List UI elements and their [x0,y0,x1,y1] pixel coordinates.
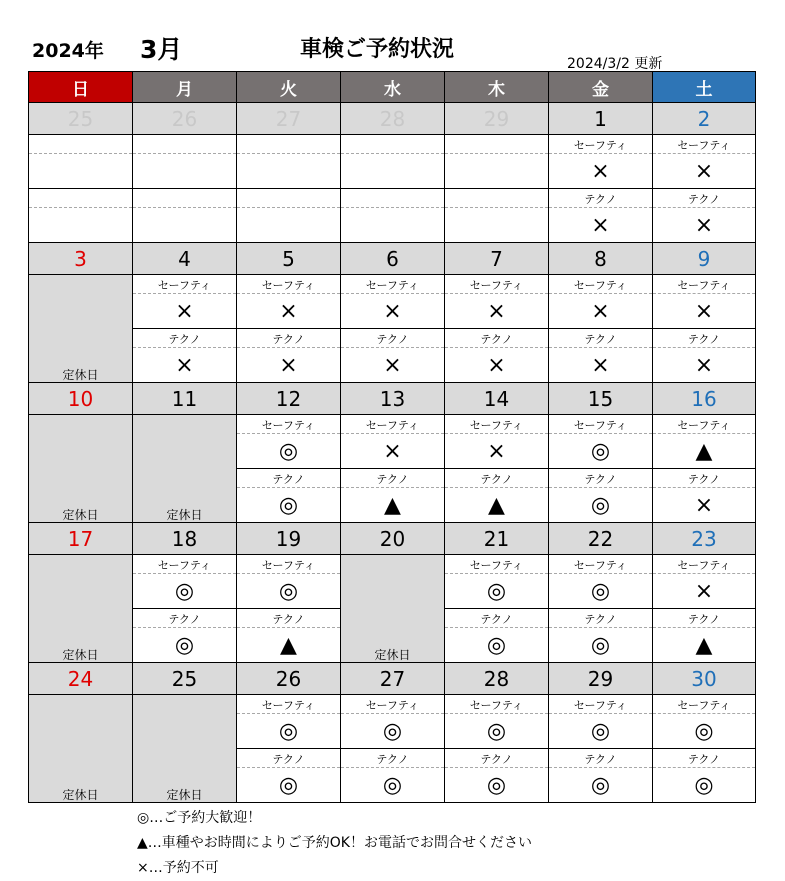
year-label: 2024年 [32,40,104,62]
safety-label: セーフティ [237,415,341,434]
techno-label: テクノ [653,329,756,348]
legend-item-available: ◎…ご予約大歓迎！ [137,810,262,826]
safety-status: × [549,154,653,189]
safety-status: ▲ [653,434,756,469]
date-cell: 26 [237,663,341,695]
weekday-header-thu: 木 [445,72,549,103]
legend-item-unavailable: ×…予約不可 [137,860,219,876]
date-cell: 18 [133,523,237,555]
techno-label: テクノ [653,609,756,628]
date-cell: 21 [445,523,549,555]
weekday-header-tue: 火 [237,72,341,103]
reservation-calendar [28,71,756,803]
safety-status: ◎ [549,714,653,749]
empty-slot [445,189,549,208]
empty-slot [29,189,133,208]
safety-status: ◎ [237,434,341,469]
techno-label: テクノ [549,609,653,628]
date-cell: 19 [237,523,341,555]
safety-status: × [653,154,756,189]
closed-day-cell: 定休日 [133,695,237,803]
safety-status: × [341,434,445,469]
date-cell: 7 [445,243,549,275]
techno-label: テクノ [653,469,756,488]
techno-label: テクノ [237,609,341,628]
empty-slot [237,208,341,243]
techno-label: テクノ [653,749,756,768]
techno-status: ◎ [341,768,445,803]
safety-label: セーフティ [341,415,445,434]
empty-slot [341,208,445,243]
date-cell: 22 [549,523,653,555]
date-cell: 11 [133,383,237,415]
date-cell: 27 [237,103,341,135]
techno-label: テクノ [445,749,549,768]
safety-status: ◎ [341,714,445,749]
safety-label: セーフティ [549,135,653,154]
empty-slot [29,154,133,189]
techno-label: テクノ [341,469,445,488]
date-cell: 16 [653,383,756,415]
empty-slot [237,135,341,154]
safety-label: セーフティ [653,275,756,294]
techno-label: テクノ [341,329,445,348]
techno-label: テクノ [237,469,341,488]
safety-label: セーフティ [445,695,549,714]
techno-status: × [445,348,549,383]
techno-status: ▲ [341,488,445,523]
techno-label: テクノ [133,329,237,348]
safety-status: × [653,294,756,329]
techno-label: テクノ [445,609,549,628]
date-cell: 8 [549,243,653,275]
closed-day-cell: 定休日 [341,555,445,663]
safety-label: セーフティ [341,275,445,294]
safety-label: セーフティ [653,415,756,434]
date-cell: 3 [29,243,133,275]
techno-status: × [549,208,653,243]
safety-label: セーフティ [653,555,756,574]
safety-status: ◎ [445,574,549,609]
weekday-header-fri: 金 [549,72,653,103]
date-cell: 12 [237,383,341,415]
page-title: 車検ご予約状況 [300,37,455,62]
safety-status: ◎ [549,434,653,469]
techno-status: × [549,348,653,383]
safety-status: ◎ [445,714,549,749]
date-cell: 6 [341,243,445,275]
date-cell: 29 [445,103,549,135]
empty-slot [133,208,237,243]
empty-slot [29,135,133,154]
empty-slot [237,154,341,189]
safety-status: × [549,294,653,329]
safety-label: セーフティ [653,135,756,154]
techno-status: ◎ [549,488,653,523]
safety-status: × [653,574,756,609]
safety-status: ◎ [133,574,237,609]
updated-date: 2024/3/2 更新 [567,56,663,72]
date-cell: 14 [445,383,549,415]
date-cell: 2 [653,103,756,135]
empty-slot [445,135,549,154]
date-cell: 5 [237,243,341,275]
safety-label: セーフティ [237,695,341,714]
safety-label: セーフティ [445,415,549,434]
closed-day-cell: 定休日 [29,275,133,383]
techno-status: ◎ [549,628,653,663]
date-cell: 13 [341,383,445,415]
techno-status: × [237,348,341,383]
techno-label: テクノ [653,189,756,208]
safety-status: × [133,294,237,329]
safety-status: × [445,294,549,329]
date-cell: 28 [341,103,445,135]
techno-status: ◎ [237,768,341,803]
safety-status: × [445,434,549,469]
safety-label: セーフティ [653,695,756,714]
date-cell: 27 [341,663,445,695]
techno-label: テクノ [341,749,445,768]
safety-label: セーフティ [133,555,237,574]
safety-status: ◎ [653,714,756,749]
safety-label: セーフティ [341,695,445,714]
date-cell: 28 [445,663,549,695]
date-cell: 29 [549,663,653,695]
safety-label: セーフティ [549,275,653,294]
date-cell: 25 [133,663,237,695]
safety-label: セーフティ [445,275,549,294]
techno-label: テクノ [445,329,549,348]
techno-label: テクノ [237,329,341,348]
techno-status: × [653,488,756,523]
empty-slot [341,189,445,208]
closed-day-cell: 定休日 [29,695,133,803]
techno-status: ◎ [549,768,653,803]
safety-label: セーフティ [237,275,341,294]
safety-label: セーフティ [445,555,549,574]
safety-status: ◎ [237,574,341,609]
techno-status: ◎ [445,768,549,803]
date-cell: 10 [29,383,133,415]
month-label: 3月 [140,35,183,64]
legend-item-limited: ▲…車種やお時間によりご予約OK！お電話でお問合せください [137,835,532,851]
techno-label: テクノ [549,189,653,208]
techno-status: ▲ [237,628,341,663]
date-cell: 26 [133,103,237,135]
empty-slot [133,154,237,189]
techno-status: ◎ [653,768,756,803]
legend [137,806,532,881]
empty-slot [237,189,341,208]
empty-slot [445,208,549,243]
weekday-header-sun: 日 [29,72,133,103]
date-cell: 30 [653,663,756,695]
techno-status: ▲ [445,488,549,523]
techno-status: × [341,348,445,383]
date-cell: 20 [341,523,445,555]
techno-label: テクノ [445,469,549,488]
weekday-header-sat: 土 [653,72,756,103]
date-cell: 15 [549,383,653,415]
date-cell: 17 [29,523,133,555]
techno-label: テクノ [549,469,653,488]
empty-slot [341,154,445,189]
techno-label: テクノ [549,749,653,768]
safety-label: セーフティ [133,275,237,294]
safety-status: × [237,294,341,329]
techno-status: × [653,348,756,383]
closed-day-cell: 定休日 [29,555,133,663]
date-cell: 23 [653,523,756,555]
date-cell: 9 [653,243,756,275]
safety-label: セーフティ [549,695,653,714]
safety-label: セーフティ [237,555,341,574]
techno-label: テクノ [237,749,341,768]
techno-status: × [133,348,237,383]
safety-status: ◎ [549,574,653,609]
techno-label: テクノ [549,329,653,348]
techno-status: ◎ [133,628,237,663]
weekday-header-wed: 水 [341,72,445,103]
empty-slot [341,135,445,154]
safety-label: セーフティ [549,555,653,574]
closed-day-cell: 定休日 [133,415,237,523]
safety-label: セーフティ [549,415,653,434]
empty-slot [133,135,237,154]
closed-day-cell: 定休日 [29,415,133,523]
safety-status: × [341,294,445,329]
date-cell: 1 [549,103,653,135]
techno-status: ◎ [237,488,341,523]
date-cell: 4 [133,243,237,275]
date-cell: 25 [29,103,133,135]
techno-status: ◎ [445,628,549,663]
empty-slot [29,208,133,243]
safety-status: ◎ [237,714,341,749]
techno-label: テクノ [133,609,237,628]
techno-status: × [653,208,756,243]
date-cell: 24 [29,663,133,695]
empty-slot [445,154,549,189]
empty-slot [133,189,237,208]
techno-status: ▲ [653,628,756,663]
weekday-header-mon: 月 [133,72,237,103]
